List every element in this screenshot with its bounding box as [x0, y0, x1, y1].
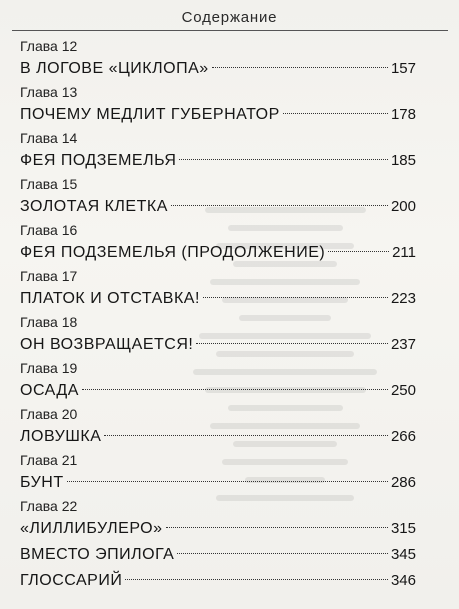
toc-entry[interactable] [20, 102, 416, 128]
dot-leader [179, 159, 388, 160]
dot-leader [177, 553, 388, 554]
toc-block-13 [20, 82, 416, 128]
dot-leader [171, 205, 388, 206]
toc-entry-title: ПОЧЕМУ МЕДЛИТ ГУБЕРНАТОР [20, 106, 280, 123]
dot-leader [203, 297, 388, 298]
chapter-label: Глава 22 [20, 498, 78, 514]
chapter-label: Глава 20 [20, 406, 78, 422]
toc-entry[interactable] [20, 424, 416, 450]
toc-entry-title: ПЛАТОК И ОТСТАВКА! [20, 290, 200, 307]
toc-entry-title: ОН ВОЗВРАЩАЕТСЯ! [20, 336, 194, 353]
toc-entry-page: 266 [390, 428, 416, 445]
toc-block-16 [20, 220, 416, 266]
chapter-label: Глава 14 [20, 130, 78, 146]
toc-entry-page: 237 [390, 336, 416, 353]
dot-leader [283, 113, 388, 114]
toc-block-glossary [20, 568, 416, 594]
toc-entry-title: ЛОВУШКА [20, 428, 102, 445]
chapter-label: Глава 21 [20, 452, 78, 468]
dot-leader [82, 389, 388, 390]
toc-entry-page: 157 [390, 60, 416, 77]
toc-entry-page: 200 [390, 198, 416, 215]
toc-block-12 [20, 36, 416, 82]
toc-entry-page: 250 [390, 382, 416, 399]
toc-entry-title: БУНТ [20, 474, 64, 491]
toc-entry-page: 185 [390, 152, 416, 169]
toc-entry-title: ВМЕСТО ЭПИЛОГА [20, 546, 175, 563]
chapter-label: Глава 15 [20, 176, 78, 192]
toc-entry-title: ОСАДА [20, 382, 79, 399]
dot-leader [328, 251, 389, 252]
toc-entry[interactable] [20, 542, 416, 568]
chapter-label: Глава 19 [20, 360, 78, 376]
toc-entry-page: 286 [390, 474, 416, 491]
toc-entry[interactable] [20, 286, 416, 312]
toc-entry[interactable] [20, 568, 416, 594]
chapter-label: Глава 16 [20, 222, 78, 238]
chapter-label: Глава 17 [20, 268, 78, 284]
toc-entry-title: ФЕЯ ПОДЗЕМЕЛЬЯ [20, 152, 177, 169]
toc-entry-page: 315 [390, 520, 416, 537]
toc-entry-title: ЗОЛОТАЯ КЛЕТКА [20, 198, 168, 215]
toc-entry[interactable] [20, 378, 416, 404]
toc-entry-page: 346 [390, 572, 416, 589]
toc-entry[interactable] [20, 148, 416, 174]
toc-entry-page: 178 [390, 106, 416, 123]
toc-entry-title: ГЛОССАРИЙ [20, 572, 123, 589]
header-rule [12, 30, 448, 31]
toc-entry[interactable] [20, 240, 416, 266]
toc-entry-title: В ЛОГОВЕ «ЦИКЛОПА» [20, 60, 209, 77]
toc-entry[interactable] [20, 470, 416, 496]
table-of-contents [20, 36, 416, 594]
chapter-label: Глава 18 [20, 314, 78, 330]
toc-block-17 [20, 266, 416, 312]
toc-block-18 [20, 312, 416, 358]
toc-entry[interactable] [20, 194, 416, 220]
toc-entry-page: 345 [390, 546, 416, 563]
toc-block-22 [20, 496, 416, 542]
toc-block-20 [20, 404, 416, 450]
dot-leader [67, 481, 388, 482]
toc-entry[interactable] [20, 516, 416, 542]
dot-leader [166, 527, 388, 528]
toc-block-15 [20, 174, 416, 220]
dot-leader [104, 435, 388, 436]
chapter-label: Глава 13 [20, 84, 78, 100]
running-head-title: Содержание [181, 9, 278, 26]
toc-block-19 [20, 358, 416, 404]
toc-entry-page: 211 [392, 244, 416, 261]
toc-entry[interactable] [20, 332, 416, 358]
toc-entry-title: ФЕЯ ПОДЗЕМЕЛЬЯ (ПРОДОЛЖЕНИЕ) [20, 244, 326, 261]
chapter-label: Глава 12 [20, 38, 78, 54]
toc-block-epilogue [20, 542, 416, 568]
dot-leader [125, 579, 388, 580]
toc-entry-page: 223 [390, 290, 416, 307]
dot-leader [196, 343, 388, 344]
toc-entry-title: «ЛИЛЛИБУЛЕРО» [20, 520, 163, 537]
toc-entry[interactable] [20, 56, 416, 82]
dot-leader [212, 67, 388, 68]
toc-block-14 [20, 128, 416, 174]
toc-block-21 [20, 450, 416, 496]
